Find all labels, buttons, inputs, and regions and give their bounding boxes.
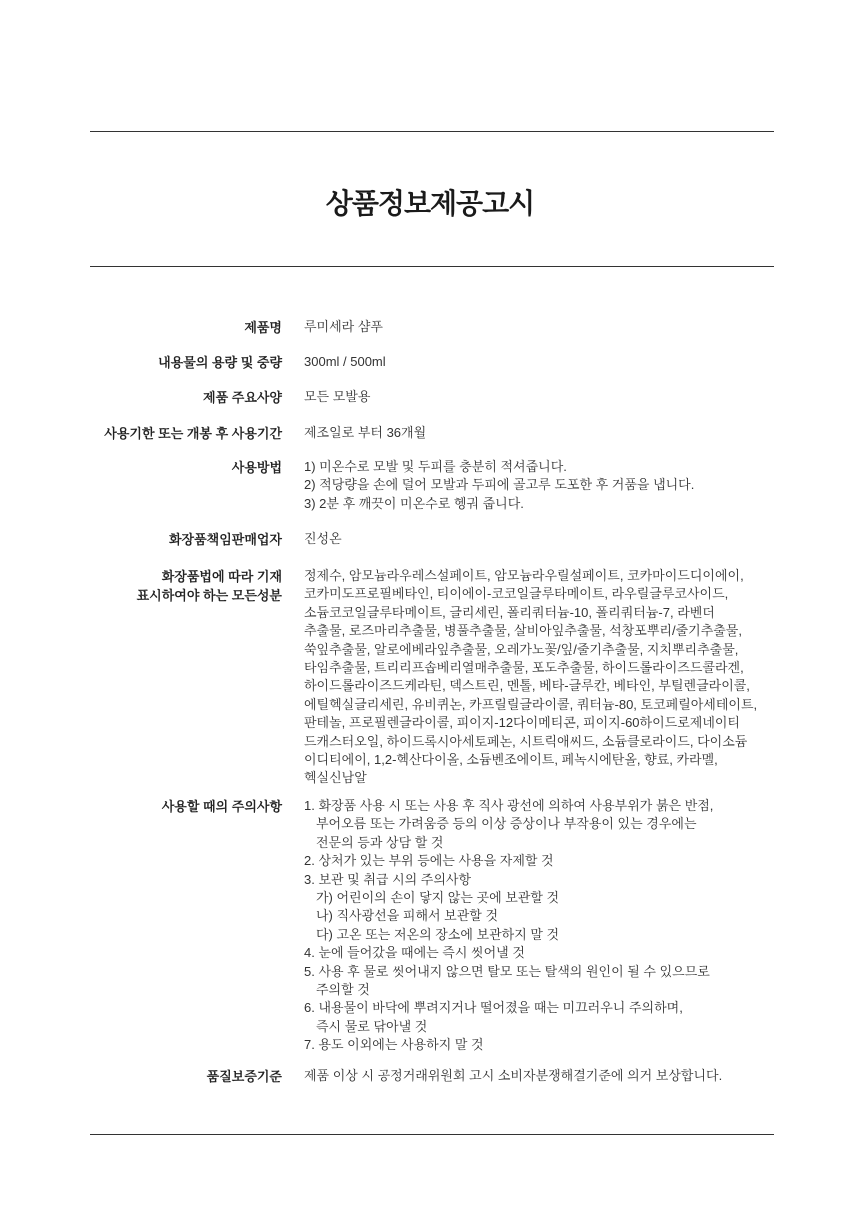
- row-value: 진성온: [304, 531, 342, 546]
- page-title: 상품정보제공고시: [325, 188, 535, 219]
- row-label: 화장품책임판매업자: [168, 532, 282, 547]
- row-value: 1) 미온수로 모발 및 두피를 충분히 적셔줍니다. 2) 적당량을 손에 덜어 모발과 두피에 골고루 도포한 후 거품을 냅니다. 3) 2분 후 깨끗이 미온수로 헹궈 줍니다.: [304, 459, 695, 511]
- row-label: 사용기한 또는 개봉 후 사용기간: [104, 426, 282, 441]
- row-value: 모든 모발용: [304, 389, 371, 404]
- row-label: 제품 주요사양: [203, 390, 282, 405]
- row-label: 제품명: [244, 320, 282, 335]
- row-label: 사용방법: [231, 460, 282, 475]
- row-label: 내용물의 용량 및 중량: [158, 355, 282, 370]
- row-value: 300ml / 500ml: [304, 354, 386, 369]
- row-value: 제품 이상 시 공정거래위원회 고시 소비자분쟁해결기준에 의거 보상합니다.: [304, 1068, 723, 1083]
- row-label: 품질보증기준: [206, 1069, 282, 1084]
- row-value: 제조일로 부터 36개월: [304, 425, 427, 440]
- bottom-divider: [90, 1134, 774, 1135]
- row-label: 사용할 때의 주의사항: [161, 799, 282, 814]
- row-value: 1. 화장품 사용 시 또는 사용 후 직사 광선에 의하여 사용부위가 붉은 반점, 부어오름 또는 가려움증 등의 이상 증상이나 부작용이 있는 경우에는 전문의 등과 상담 할 것 2. 상처가 있는 부위 등에는 사용을 자제할 것 3. 보관 및 취급 시의 주의사항 가) 어린이의 손이 닿지 않는 곳에 보관할 것 나) 직사광선을 피해서 보관할 것 다) 고온 또는 저온의 장소에 보관하지 말 것 4. 눈에 들어갔을 때에는 즉시 씻어낼 것 5. 사용 후 물로 씻어내지 않으면 탈모 또는 탈색의 원인이 될 수 있으므로 주의할 것 6. 내용물이 바닥에 뿌려지거나 떨어졌을 때는 미끄러우니 주의하며, 즉시 물로 닦아낼 것 7. 용도 이외에는 사용하지 말 것: [304, 798, 714, 1053]
- top-divider: [90, 131, 774, 132]
- row-value: 정제수, 암모늄라우레스설페이트, 암모늄라우릴설페이트, 코카마이드디이에이, 코카미도프로필베타인, 티이에이-코코일글루타메이트, 라우릴글루코사이드, 소듐코코일글루타메이트, 글리세린, 폴리쿼터늄-10, 폴리쿼터늄-7, 라벤더 추출물, 로즈마리추출물, 병풀추출물, 살비아잎추출물, 석창포뿌리/줄기추출물, 쑥잎추출물, 알로에베라잎추출물, 오레가노꽃/잎/줄기추출물, 지치뿌리추출물, 타임추출물, 트리리프솝베리열매추출물, 포도추출물, 하이드롤라이즈드콜라겐, 하이드롤라이즈드케라틴, 덱스트린, 멘톨, 베타-글루칸, 베타인, 부틸렌글라이콜, 에틸헥실글리세린, 유비퀴논, 카프릴릴글라이콜, 쿼터늄-80, 토코페릴아세테이트, 판테놀, 프로필렌글라이콜, 피이지-12다이메티콘, 피이지-60하이드로제네이티 드캐스터오일, 하이드록시아세토페논, 시트릭애씨드, 소듐클로라이드, 다이소듐 이디티에이, 1,2-헥산다이올, 소듐벤조에이트, 페녹시에탄올, 향료, 카라멜, 헥실신남알: [304, 568, 758, 786]
- row-value: 루미세라 샴푸: [304, 319, 383, 334]
- row-label: 화장품법에 따라 기재 표시하여야 하는 모든성분: [136, 569, 282, 603]
- header-divider: [90, 266, 774, 267]
